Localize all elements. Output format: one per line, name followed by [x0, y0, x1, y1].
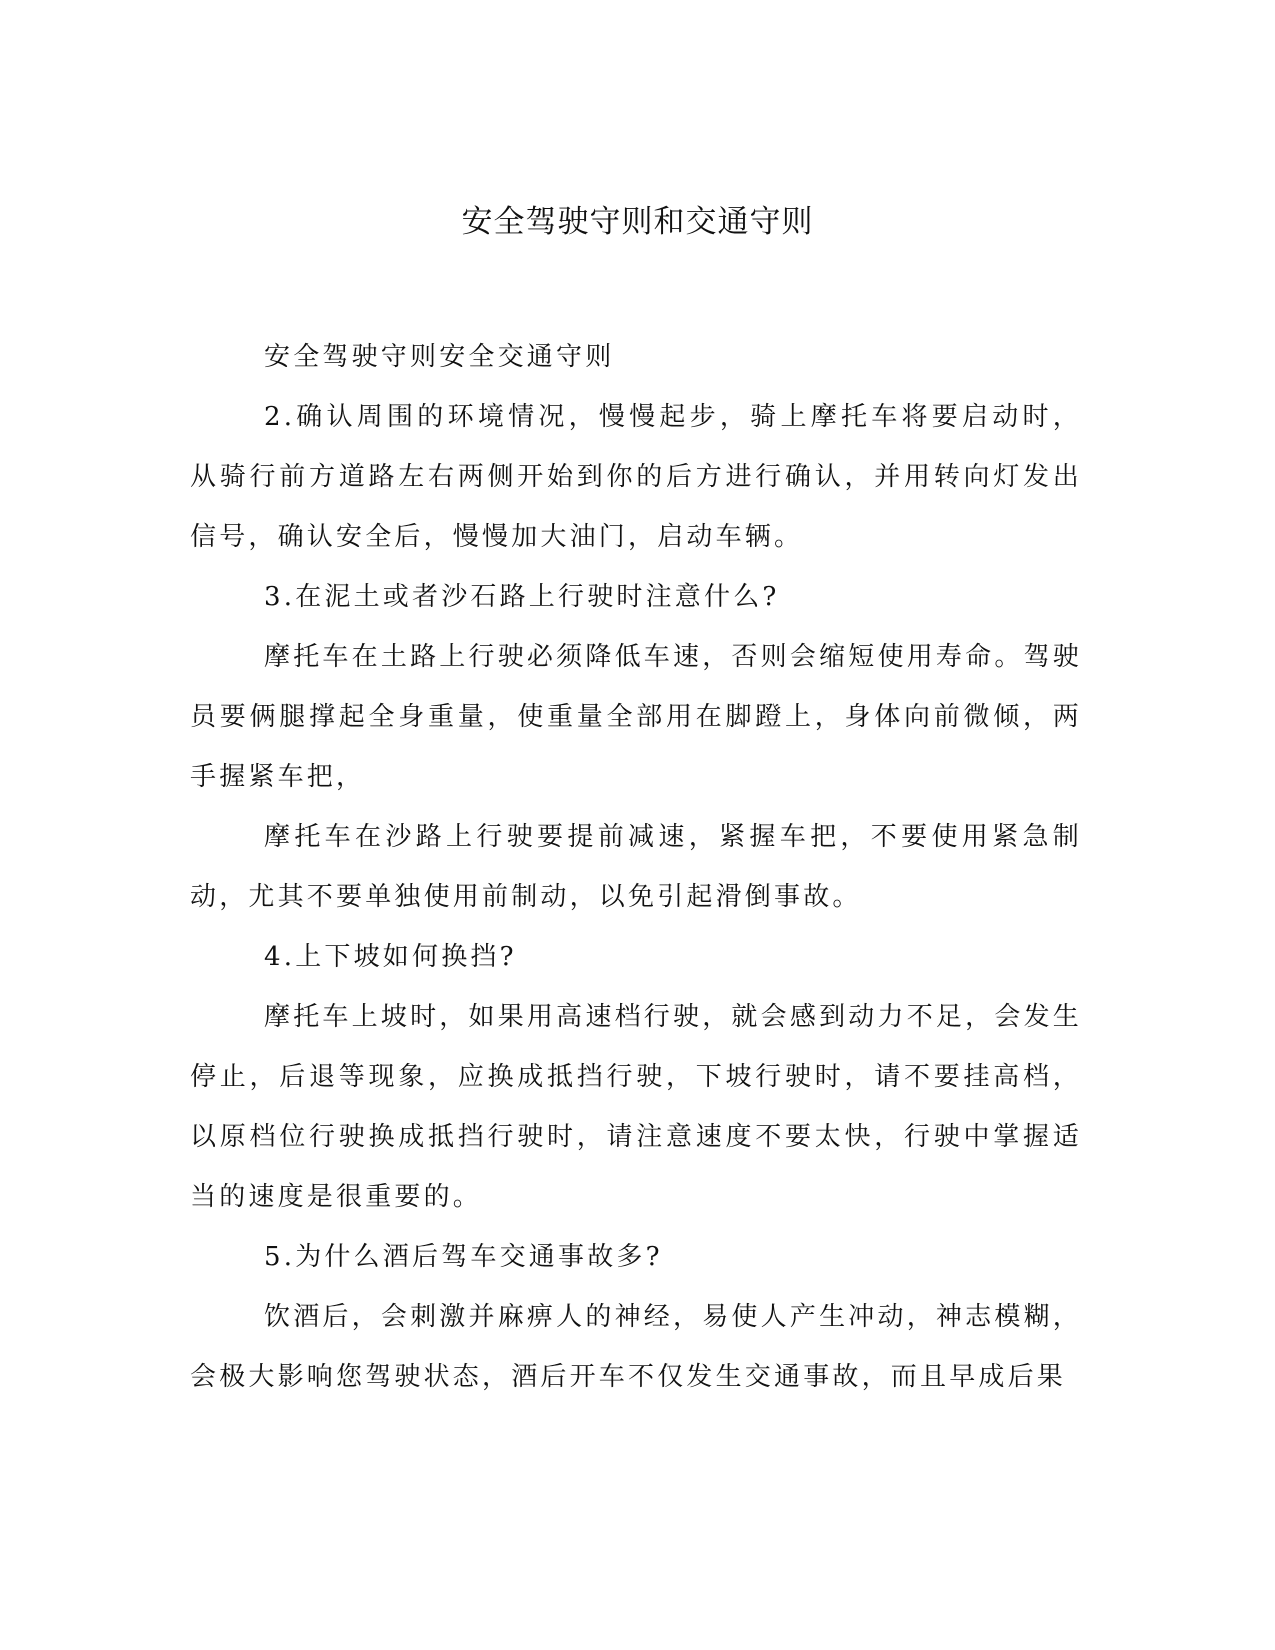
paragraph-sand-road: 摩托车在沙路上行驶要提前减速，紧握车把，不要使用紧急制动，尤其不要单独使用前制动，以免引起滑倒事故。 — [190, 822, 1082, 912]
paragraph-slope-gears: 摩托车上坡时，如果用高速档行驶，就会感到动力不足，会发生停止，后退等现象，应换成抵挡行驶，下坡行驶时，请不要挂高档，以原档位行驶换成抵挡行驶时，请注意速度不要太快，行驶中掌握适当的速度是很重要的。 — [190, 1002, 1082, 1212]
paragraph-question-3: 3.在泥土或者沙石路上行驶时注意什么? — [264, 582, 780, 612]
paragraph-question-5: 5.为什么酒后驾车交通事故多? — [264, 1242, 663, 1272]
paragraph-dirt-road: 摩托车在土路上行驶必须降低车速，否则会缩短使用寿命。驾驶员要俩腿撑起全身重量，使重量全部用在脚蹬上，身体向前微倾，两手握紧车把， — [190, 642, 1082, 792]
paragraph-question-4: 4.上下坡如何换挡? — [264, 942, 517, 972]
paragraph-heading-line: 安全驾驶守则安全交通守则 — [264, 342, 615, 372]
paragraph-drunk-driving: 饮酒后，会刺激并麻痹人的神经，易使人产生冲动，神志模糊，会极大影响您驾驶状态，酒后开车不仅发生交通事故，而且早成后果 — [190, 1302, 1082, 1392]
document-body — [190, 327, 1082, 1407]
paragraph-item-2: 2.确认周围的环境情况，慢慢起步，骑上摩托车将要启动时，从骑行前方道路左右两侧开始到你的后方进行确认，并用转向灯发出信号，确认安全后，慢慢加大油门，启动车辆。 — [190, 402, 1082, 552]
document-title: 安全驾驶守则和交通守则 — [461, 204, 814, 240]
